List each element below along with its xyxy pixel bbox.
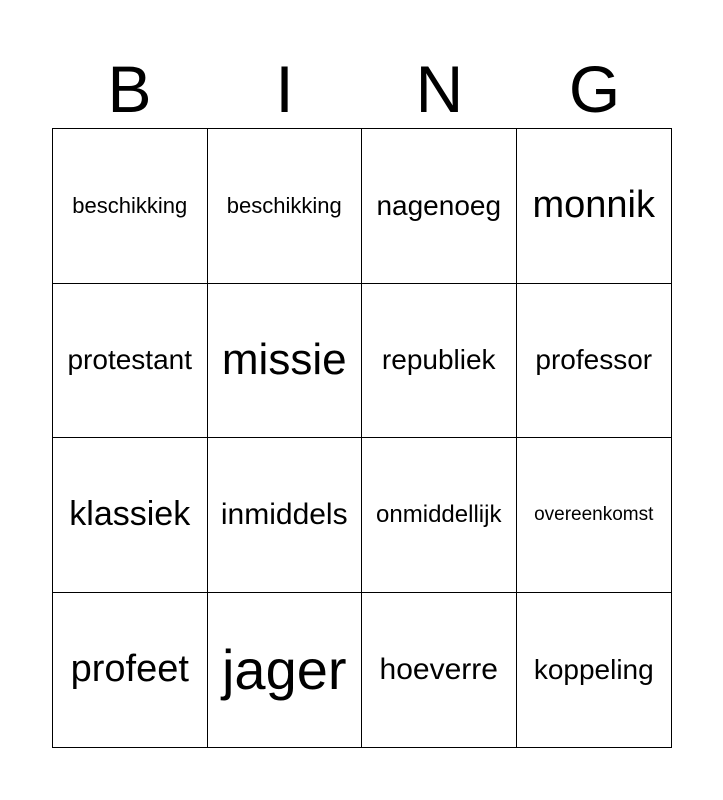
bingo-grid	[52, 128, 672, 748]
header-letter-i: I	[275, 52, 294, 126]
bingo-cell[interactable]: monnik	[517, 129, 672, 284]
bingo-cell[interactable]: protestant	[53, 284, 208, 439]
bingo-cell[interactable]: onmiddellijk	[362, 438, 517, 593]
header-letter-g: G	[568, 52, 621, 126]
bingo-cell[interactable]: klassiek	[53, 438, 208, 593]
header-letter-b: B	[107, 52, 152, 126]
bingo-header	[52, 50, 672, 128]
bingo-cell[interactable]: profeet	[53, 593, 208, 748]
bingo-cell[interactable]: jager	[208, 593, 363, 748]
bingo-cell[interactable]: hoeverre	[362, 593, 517, 748]
bingo-cell[interactable]: nagenoeg	[362, 129, 517, 284]
bingo-cell[interactable]: republiek	[362, 284, 517, 439]
bingo-cell[interactable]: missie	[208, 284, 363, 439]
bingo-cell[interactable]: overeenkomst	[517, 438, 672, 593]
bingo-cell[interactable]: beschikking	[208, 129, 363, 284]
bingo-cell[interactable]: beschikking	[53, 129, 208, 284]
header-letter-n: N	[415, 52, 464, 126]
bingo-cell[interactable]: inmiddels	[208, 438, 363, 593]
bingo-cell[interactable]: koppeling	[533, 653, 654, 685]
bingo-cell[interactable]: professor	[517, 284, 672, 439]
